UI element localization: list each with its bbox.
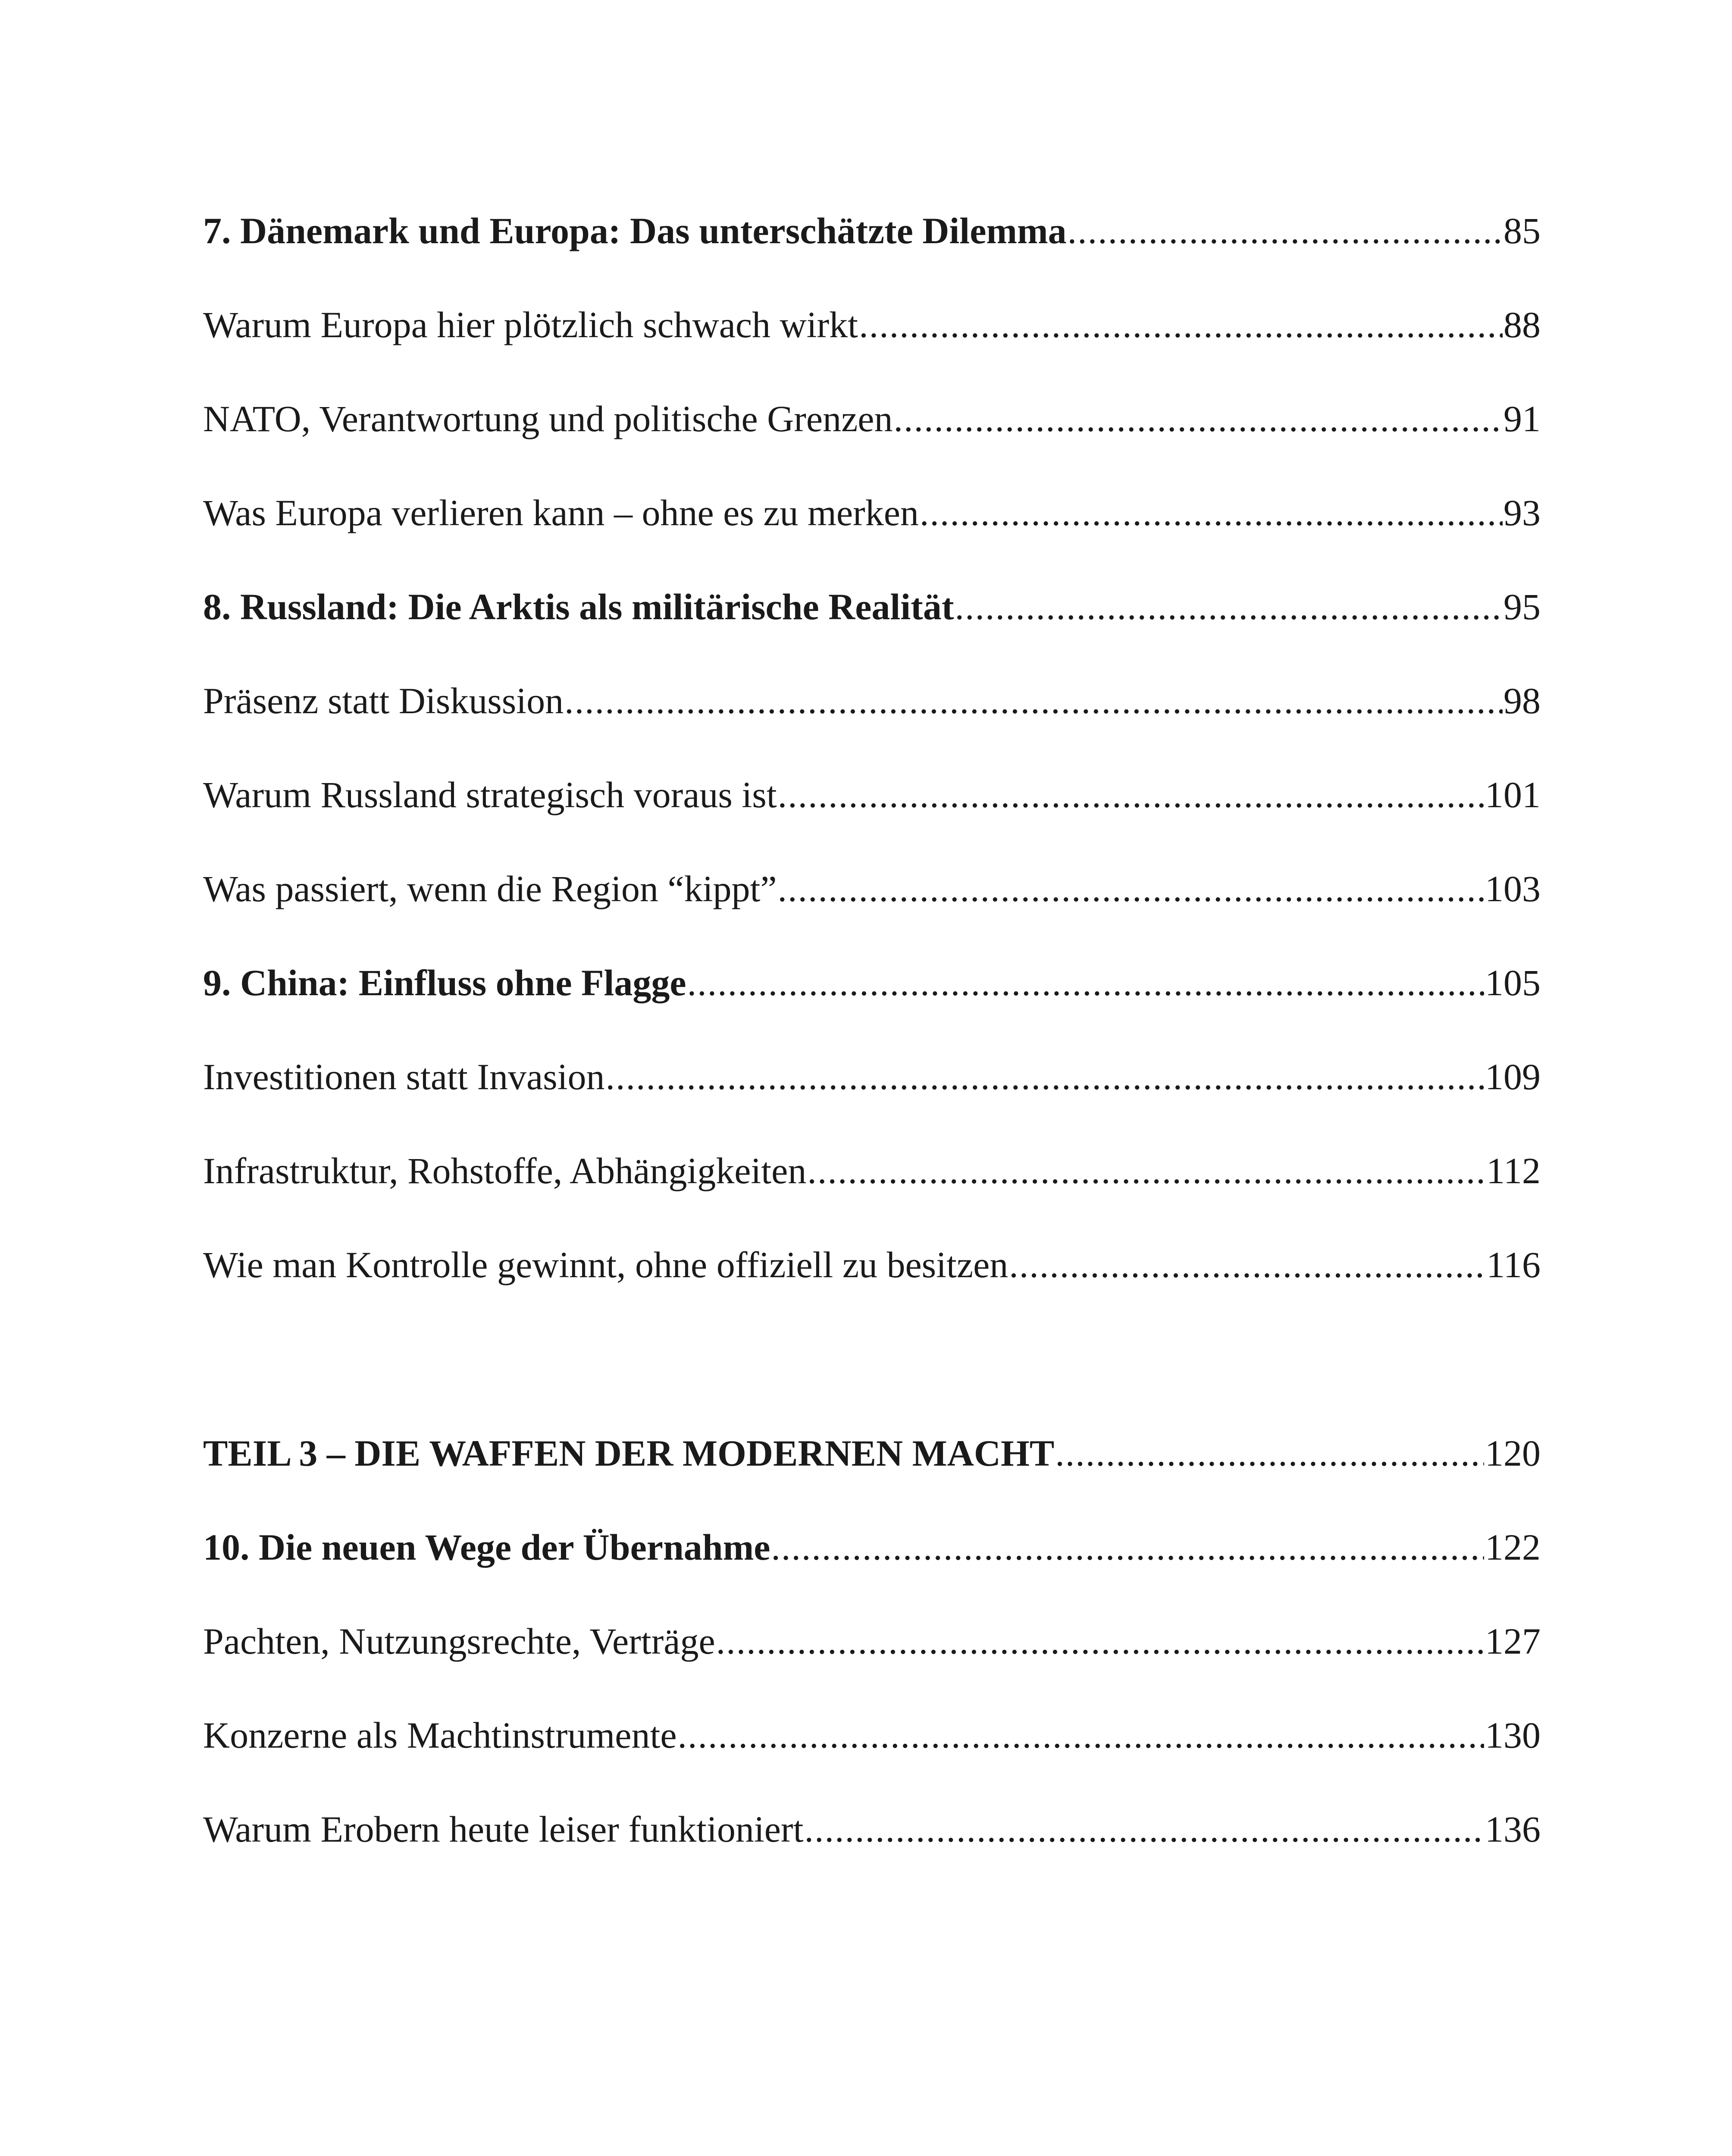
toc-page-number: 88: [1503, 304, 1541, 345]
toc-entry-title: Warum Erobern heute leiser funktioniert: [203, 1808, 804, 1850]
toc-dot-leader: [1068, 201, 1503, 261]
toc-dot-leader: [859, 295, 1503, 355]
toc-dot-leader: [678, 1705, 1484, 1765]
toc-page-number: 91: [1503, 398, 1541, 439]
toc-entry-chapter-7[interactable]: [203, 201, 1541, 261]
toc-page-number: 136: [1485, 1808, 1541, 1850]
toc-dot-leader: [778, 859, 1484, 919]
toc-entry-chapter-8[interactable]: [203, 577, 1541, 637]
toc-dot-leader: [687, 953, 1484, 1013]
toc-entry-title: 7. Dänemark und Europa: Das unterschätzte Dilemma: [203, 210, 1067, 251]
toc-entry-title: Konzerne als Machtinstrumente: [203, 1714, 677, 1756]
toc-page-number: 122: [1485, 1526, 1541, 1568]
toc-page-number: 93: [1503, 492, 1541, 533]
toc-entry-title: Was passiert, wenn die Region “kippt”: [203, 868, 777, 909]
toc-entry-title: TEIL 3 – DIE WAFFEN DER MODERNEN MACHT: [203, 1432, 1055, 1474]
toc-entry-section[interactable]: [203, 1141, 1541, 1201]
toc-entry-title: Warum Europa hier plötzlich schwach wirkt: [203, 304, 858, 345]
toc-entry-title: Wie man Kontrolle gewinnt, ohne offiziell zu besitzen: [203, 1244, 1009, 1285]
toc-entry-section[interactable]: [203, 483, 1541, 543]
toc-dot-leader: [778, 765, 1484, 825]
toc-dot-leader: [955, 577, 1503, 637]
toc-dot-leader: [716, 1611, 1484, 1671]
toc-entry-section[interactable]: [203, 859, 1541, 919]
toc-entry-section[interactable]: [203, 1611, 1541, 1671]
toc-dot-leader: [564, 671, 1503, 731]
toc-page-number: 85: [1503, 210, 1541, 251]
toc-page-number: 98: [1503, 680, 1541, 721]
toc-entry-title: Warum Russland strategisch voraus ist: [203, 774, 777, 815]
toc-dot-leader: [771, 1517, 1484, 1577]
toc-dot-leader: [893, 389, 1503, 449]
toc-entry-title: 9. China: Einfluss ohne Flagge: [203, 962, 686, 1003]
toc-entry-section[interactable]: [203, 1235, 1541, 1295]
toc-page-number: 101: [1485, 774, 1541, 815]
toc-entry-section[interactable]: [203, 1799, 1541, 1859]
toc-page-number: 103: [1485, 868, 1541, 909]
toc-entry-title: Präsenz statt Diskussion: [203, 680, 564, 721]
toc-dot-leader: [1009, 1235, 1485, 1295]
toc-page-number: 112: [1486, 1150, 1541, 1191]
toc-entry-section[interactable]: [203, 295, 1541, 355]
toc-entry-section[interactable]: [203, 1047, 1541, 1107]
toc-entry-section[interactable]: [203, 671, 1541, 731]
toc-entry-part-3[interactable]: [203, 1423, 1541, 1483]
toc-page-number: 120: [1485, 1432, 1541, 1474]
toc-dot-leader: [920, 483, 1503, 543]
toc-entry-title: Infrastruktur, Rohstoffe, Abhängigkeiten: [203, 1150, 807, 1191]
toc-page-number: 130: [1485, 1714, 1541, 1756]
toc-entry-title: Pachten, Nutzungsrechte, Verträge: [203, 1620, 715, 1662]
toc-page-number: 105: [1485, 962, 1541, 1003]
toc-entry-section[interactable]: [203, 765, 1541, 825]
toc-dot-leader: [1055, 1423, 1484, 1483]
toc-entry-title: Was Europa verlieren kann – ohne es zu merken: [203, 492, 919, 533]
toc-entry-title: 10. Die neuen Wege der Übernahme: [203, 1526, 770, 1568]
toc-entry-title: NATO, Verantwortung und politische Grenzen: [203, 398, 893, 439]
toc-dot-leader: [804, 1799, 1484, 1859]
toc-page-number: 116: [1486, 1244, 1541, 1285]
toc-entry-title: 8. Russland: Die Arktis als militärische Realität: [203, 586, 954, 627]
toc-entry-title: Investitionen statt Invasion: [203, 1056, 605, 1097]
toc-dot-leader: [606, 1047, 1484, 1107]
toc-entry-chapter-10[interactable]: [203, 1517, 1541, 1577]
toc-entry-section[interactable]: [203, 389, 1541, 449]
toc-page-number: 127: [1485, 1620, 1541, 1662]
toc-page-number: 95: [1503, 586, 1541, 627]
toc-dot-leader: [807, 1141, 1485, 1201]
toc-entry-chapter-9[interactable]: [203, 953, 1541, 1013]
toc-entry-section[interactable]: [203, 1705, 1541, 1765]
toc-page-number: 109: [1485, 1056, 1541, 1097]
